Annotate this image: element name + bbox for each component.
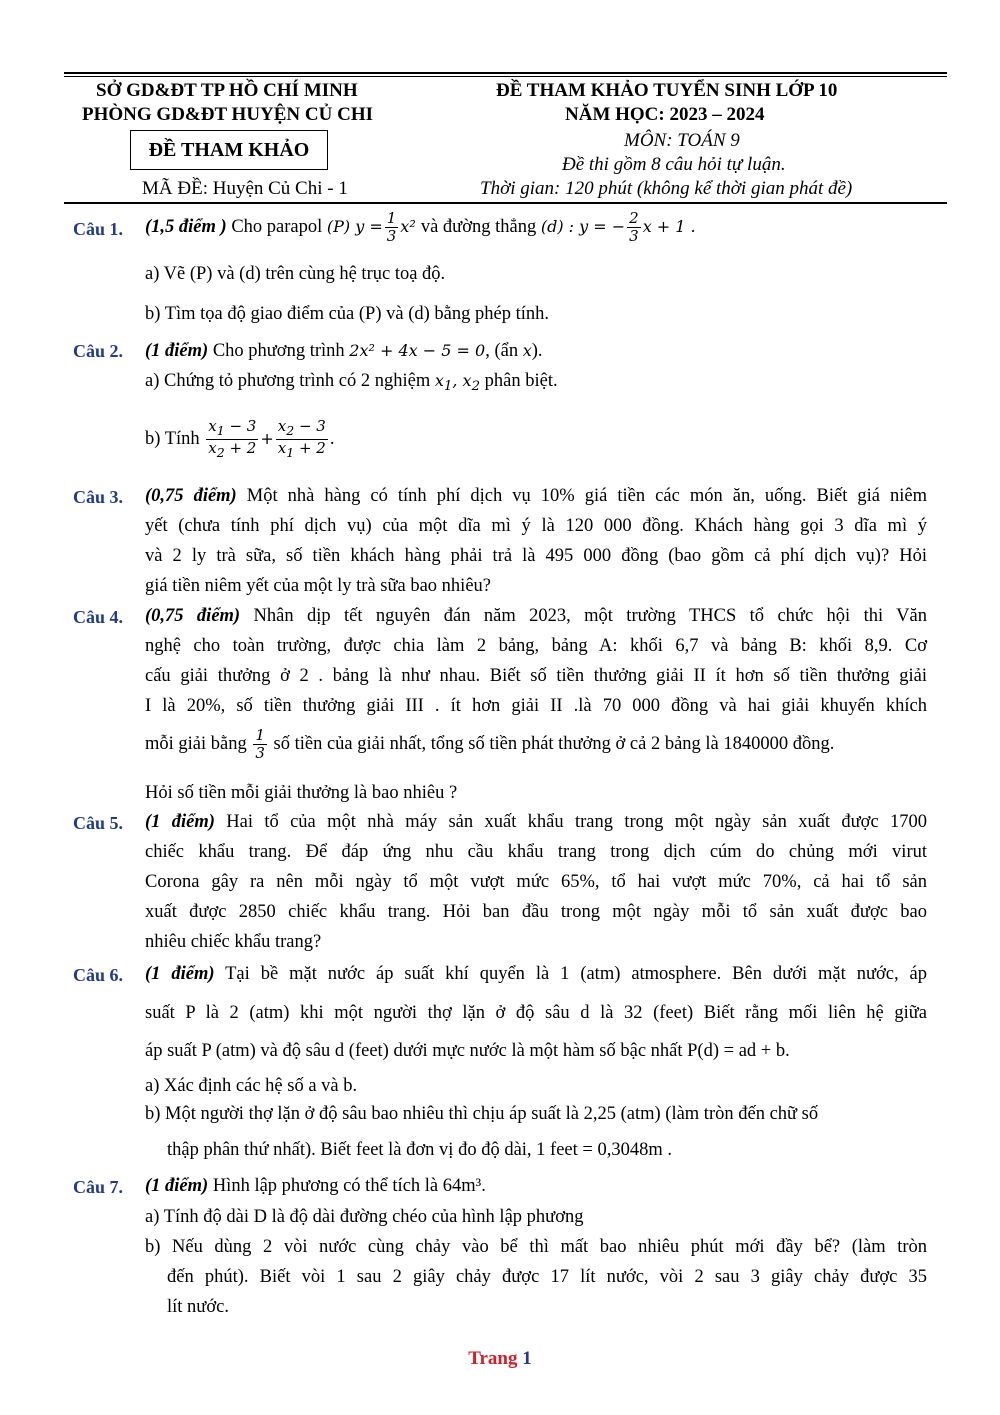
page-number: 1 (522, 1348, 532, 1369)
question-text: áp suất P (atm) và độ sâu d (feet) dưới mực nước là một hàm số bậc nhất P(d) = ad + b. (145, 1041, 790, 1061)
question-text: suất P là 2 (atm) khi một người thợ lặn ở độ sâu d là 32 (feet) Biết rằng mối liên hệ giữa (145, 1003, 927, 1023)
exam-code: MÃ ĐỀ: Huyện Củ Chi - 1 (142, 178, 348, 199)
question-part: a) Chứng tỏ phương trình có 2 nghiệm $x_1$, $x_2$ phân biệt. (145, 371, 558, 395)
question-part: thập phân thứ nhất). Biết feet là đơn vị đo độ dài, 1 feet = 0,3048m . (167, 1140, 672, 1160)
exam-title: ĐỀ THAM KHẢO TUYỂN SINH LỚP 10 (496, 80, 838, 101)
question-text: chiếc khẩu trang. Để đáp ứng nhu cầu khẩu trang trong dịch cúm do chủng mới virut (145, 842, 927, 862)
question-part: đến phút). Biết vòi 1 sau 2 giây chảy được 17 lít nước, vòi 2 sau 3 giây chảy được 35 (167, 1267, 927, 1287)
question-text: I là 20%, số tiền thưởng giải III . ít hơn giải II .là 70 000 đồng và hai giải khuyến khích (145, 696, 927, 716)
question-part: b) Một người thợ lặn ở độ sâu bao nhiêu thì chịu áp suất là 2,25 (atm) (làm tròn đến chữ số (145, 1104, 819, 1124)
question-label: Câu 1. (73, 219, 124, 239)
top-rule-thin (64, 76, 947, 77)
school-year: NĂM HỌC: 2023 – 2024 (565, 104, 765, 125)
question-label: Câu 3. (73, 487, 124, 507)
question-text: và 2 ly trà sữa, số tiền khách hàng phải trả là 495 000 đồng (bao gồm cả phí dịch vụ)? Hỏi (145, 546, 927, 566)
question-text: (0,75 điểm) Nhân dịp tết nguyên đán năm 2023, một trường THCS tổ chức hội thi Văn (145, 606, 928, 626)
question-text: Corona gây ra nên mỗi ngày tổ một vượt mức 65%, tổ hai vượt mức 70%, cả hai tổ sản (145, 872, 927, 892)
question-label: Câu 7. (73, 1177, 124, 1197)
question-label: Câu 4. (73, 607, 124, 627)
question-text: (1 điểm) Tại bề mặt nước áp suất khí quyển là 1 (atm) atmosphere. Bên dưới mặt nước, áp (145, 964, 927, 984)
question-text: xuất được 2850 chiếc khẩu trang. Hỏi ban đầu trong một ngày mỗi tổ sản xuất được bao (145, 902, 927, 922)
question-part: lít nước. (167, 1297, 229, 1317)
question-text: (1 điểm) Hai tổ của một nhà máy sản xuất khẩu trang trong một ngày sản xuất được 1700 (145, 812, 928, 832)
question-text: (1,5 điểm ) Cho parapol (P) y = $\frac{1}{3}$ x² và đường thẳng (d) : y = − $\frac{2}{3}$ x + 1 . (145, 209, 696, 245)
question-text: Hỏi số tiền mỗi giải thưởng là bao nhiêu ? (145, 783, 458, 803)
header-bottom-rule (64, 202, 947, 204)
question-part: a) Tính độ dài D là độ dài đường chéo của hình lập phương (145, 1207, 584, 1227)
subject: MÔN: TOÁN 9 (624, 130, 740, 151)
question-label: Câu 5. (73, 813, 124, 833)
question-text: mỗi giải bằng $\frac{1}{3}$ số tiền của giải nhất, tổng số tiền phát thưởng ở cả 2 bảng là 1840000 đồng. (145, 726, 835, 762)
question-text: giá tiền niêm yết của một ly trà sữa bao nhiêu? (145, 576, 491, 596)
question-part: a) Vẽ (P) và (d) trên cùng hệ trục toạ độ. (145, 264, 446, 284)
exam-note: Đề thi gồm 8 câu hỏi tự luận. (562, 154, 786, 175)
page-footer (0, 1348, 1000, 1370)
question-text: nhiêu chiếc khẩu trang? (145, 932, 322, 952)
time-limit: Thời gian: 120 phút (không kể thời gian phát đề) (480, 178, 853, 199)
question-text: cấu giải thưởng ở 2 . bảng là như nhau. Biết số tiền thưởng giải II ít hơn số tiền thưởng giải (145, 666, 927, 686)
exam-type-box: ĐỀ THAM KHẢO (130, 130, 328, 170)
department-name: SỞ GD&ĐT TP HỒ CHÍ MINH (96, 80, 358, 101)
question-text: (0,75 điểm) Một nhà hàng có tính phí dịch vụ 10% giá tiền các món ăn, uống. Biết giá niêm (145, 486, 928, 506)
question-text: nghệ cho toàn trường, được chia làm 2 bảng, bảng A: khối 6,7 và bảng B: khối 8,9. Cơ (145, 636, 927, 656)
question-part: b) Nếu dùng 2 vòi nước cùng chảy vào bể thì mất bao nhiêu phút mới đầy bể? (làm tròn (145, 1237, 927, 1257)
page-label: Trang (468, 1348, 518, 1369)
top-rule (64, 72, 947, 74)
question-part: b) Tìm tọa độ giao điểm của (P) và (d) bằng phép tính. (145, 304, 549, 324)
question-text: (1 điểm) Hình lập phương có thể tích là 64m³. (145, 1176, 486, 1196)
bureau-name: PHÒNG GD&ĐT HUYỆN CỦ CHI (82, 104, 373, 125)
question-text: yết (chưa tính phí dịch vụ) của một dĩa mì ý là 120 000 đồng. Khách hàng gọi 3 dĩa mì ý (145, 516, 927, 536)
question-label: Câu 2. (73, 341, 124, 361)
question-label: Câu 6. (73, 965, 124, 985)
question-part: b) Tính $\frac{x_1 - 3}{x_2 + 2}$ + $\frac{x_2 - 3}{x_1 + 2}$ . (145, 417, 335, 460)
question-part: a) Xác định các hệ số a và b. (145, 1076, 358, 1096)
question-text: (1 điểm) Cho phương trình 2x² + 4x − 5 = 0, (ẩn x). (145, 341, 543, 361)
